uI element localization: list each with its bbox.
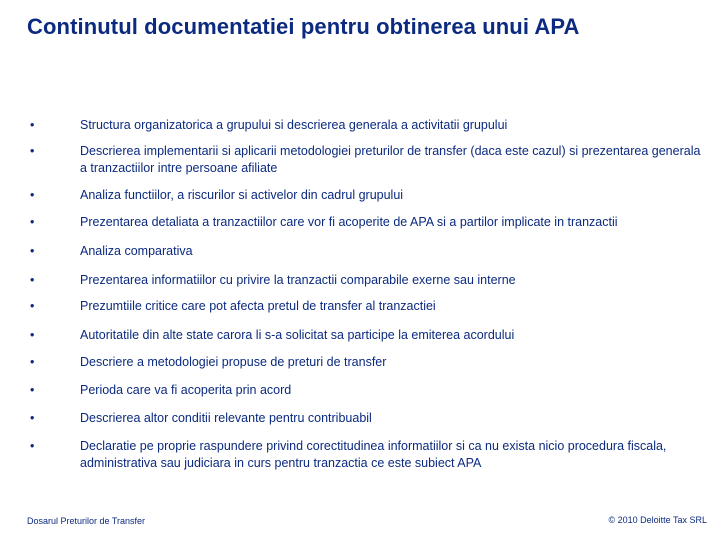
bullet-marker: • xyxy=(30,439,35,453)
bullet-text: Prezentarea informatiilor cu privire la tranzactii comparabile exerne sau interne xyxy=(80,273,516,287)
bullet-marker: • xyxy=(30,328,35,342)
bullet-marker: • xyxy=(30,144,35,158)
bullet-marker: • xyxy=(30,244,35,258)
bullet-text: Structura organizatorica a grupului si descrierea generala a activitatii grupului xyxy=(80,118,508,132)
footer-copyright: © 2010 Deloitte Tax SRL xyxy=(608,515,707,525)
bullet-marker: • xyxy=(30,273,35,287)
bullet-marker: • xyxy=(30,215,35,229)
bullet-text: Prezentarea detaliata a tranzactiilor care vor fi acoperite de APA si a partilor implicate in tranzactii xyxy=(80,215,618,229)
bullet-text: Analiza functiilor, a riscurilor si activelor din cadrul grupului xyxy=(80,188,404,202)
bullet-text: Descriere a metodologiei propuse de preturi de transfer xyxy=(80,355,387,369)
bullet-text: Declaratie pe proprie raspundere privind corectitudinea informatiilor si ca nu exista nicio procedura fiscala, administrativa sau judiciara in curs pentru tranzactia ce este subiect APA xyxy=(80,439,667,470)
bullet-marker: • xyxy=(30,118,35,132)
bullet-marker: • xyxy=(30,355,35,369)
bullet-marker: • xyxy=(30,188,35,202)
bullet-text: Descrierea implementarii si aplicarii metodologiei preturilor de transfer (daca este cazul) si prezentarea generala a tranzactiilor intre persoane afiliate xyxy=(80,144,701,175)
bullet-text: Perioda care va fi acoperita prin acord xyxy=(80,383,292,397)
bullet-marker: • xyxy=(30,383,35,397)
bullet-text: Analiza comparativa xyxy=(80,244,193,258)
bullet-marker: • xyxy=(30,411,35,425)
slide-title: Continutul documentatiei pentru obtinerea unui APA xyxy=(27,14,580,39)
bullet-text: Descrierea altor conditii relevante pentru contribuabil xyxy=(80,411,372,425)
bullet-marker: • xyxy=(30,299,35,313)
bullet-text: Prezumtiile critice care pot afecta pretul de transfer al tranzactiei xyxy=(80,299,436,313)
bullet-text: Autoritatile din alte state carora li s-a solicitat sa participe la emiterea acordului xyxy=(80,328,515,342)
footer-document-name: Dosarul Preturilor de Transfer xyxy=(27,516,146,526)
